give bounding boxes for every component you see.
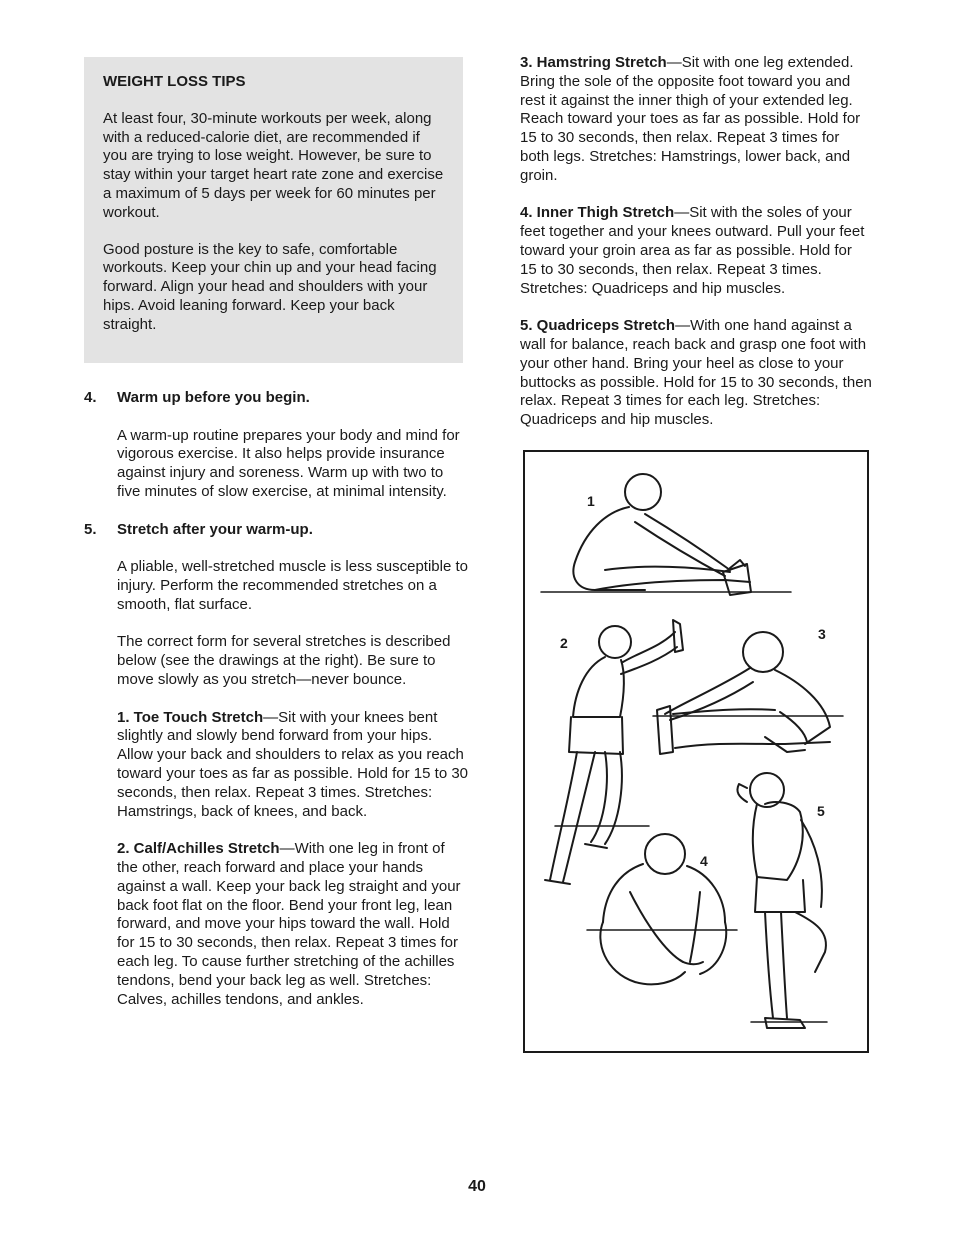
- figure-label: 2: [560, 635, 568, 651]
- stretch-name: 2. Calf/Achilles Stretch: [117, 840, 280, 858]
- figure-label: 1: [587, 493, 595, 509]
- stretch-inner-thigh: [520, 204, 872, 298]
- tips-title: WEIGHT LOSS TIPS: [103, 73, 246, 90]
- stretch-hamstring: [520, 54, 872, 186]
- stretch-name: 5. Quadriceps Stretch: [520, 317, 676, 335]
- step-body: A warm-up routine prepares your body and mind for vigorous exercise. It also helps provide insurance against injury and soreness. Warm up with two to five minutes of slow exercise, at minimal intensity.: [117, 426, 460, 500]
- step-title: Stretch after your warm-up.: [117, 520, 313, 538]
- stretch-toe-touch: [117, 709, 469, 822]
- step-warm-up: [84, 389, 469, 502]
- stretch-name: 3. Hamstring Stretch: [520, 54, 667, 71]
- stretch-desc: —With one hand against a wall for balance, reach back and grasp one foot with your other hand. Bring your heel as close to your buttocks as possible. Hold for 15 to 30 seconds, then relax. Repeat 3 times for each leg. Stretches: Quadriceps and hip muscles.: [520, 317, 872, 429]
- quadriceps-figure: [737, 773, 827, 1028]
- stretch-illustrations: [523, 450, 869, 1053]
- weight-loss-tips-box: [84, 57, 463, 363]
- step-stretch: [84, 521, 469, 1010]
- figure-label: 5: [817, 803, 825, 819]
- step-number: 4.: [84, 389, 97, 406]
- inner-thigh-figure: [587, 834, 737, 984]
- stretch-calf-achilles: [117, 840, 469, 1009]
- stretch-name: 4. Inner Thigh Stretch: [520, 204, 675, 222]
- left-column: [84, 389, 469, 1028]
- step-number: 5.: [84, 520, 97, 538]
- stretch-desc: —Sit with your knees bent slightly and slowly bend forward from your hips. Allow your back and shoulders to relax as you reach toward your toes as far as possible. Hold for 15 to 30 seconds, then relax. Repeat 3 times. Stretches: Hamstrings, back of knees, and back.: [117, 708, 469, 820]
- page-number: 40: [468, 1178, 486, 1195]
- stretch-drawings: [525, 452, 867, 1051]
- stretch-desc: —Sit with the soles of your feet together and your knees outward. Pull your feet toward your groin area as far as possible. Hold for 15 to 30 seconds, then relax. Repeat 3 times. Stretches: Quadriceps and hip muscles.: [520, 204, 865, 297]
- toe-touch-figure: [541, 474, 791, 595]
- tips-paragraph: Good posture is the key to safe, comfortable workouts. Keep your chin up and your head facing forward. Align your head and shoulders with your hips. Avoid leaning forward. Keep your back straight.: [103, 240, 437, 333]
- step-title: Warm up before you begin.: [117, 389, 310, 406]
- stretch-name: 1. Toe Touch Stretch: [117, 708, 264, 726]
- right-column: [520, 54, 872, 449]
- step-body: A pliable, well-stretched muscle is less susceptible to injury. Perform the recommended stretches on a smooth, flat surface.: [117, 558, 468, 613]
- stretch-desc: —Sit with one leg extended. Bring the sole of the opposite foot toward you and rest it against the inner thigh of your extended leg. Reach toward your toes as far as possible. Hold for 15 to 30 seconds, then relax. Repeat 3 times for both legs. Stretches: Hamstrings, lower back, and groin.: [520, 54, 861, 184]
- step-body: The correct form for several stretches is described below (see the drawings at the right). Be sure to move slowly as you stretch—never bounce.: [117, 633, 451, 688]
- stretch-desc: —With one leg in front of the other, reach forward and place your hands against a wall. Keep your back leg straight and your back foot flat on the floor. Bend your front leg, lean forward, and move your hips toward the wall. Hold for 15 to 30 seconds, then relax. Repeat 3 times for each leg. To cause further stretching of the achilles tendons, bend your back leg as well. Stretches: Calves, achilles tendons, and ankles.: [117, 840, 461, 1008]
- calf-achilles-figure: [545, 620, 683, 884]
- stretch-quadriceps: [520, 317, 872, 430]
- tips-paragraph: At least four, 30-minute workouts per week, along with a reduced-calorie diet, are recommended if you are trying to lose weight. However, be sure to stay within your target heart rate zone and exercise a maximum of 5 days per week for 60 minutes per workout.: [103, 109, 444, 221]
- figure-label: 4: [700, 853, 708, 869]
- figure-label: 3: [818, 626, 826, 642]
